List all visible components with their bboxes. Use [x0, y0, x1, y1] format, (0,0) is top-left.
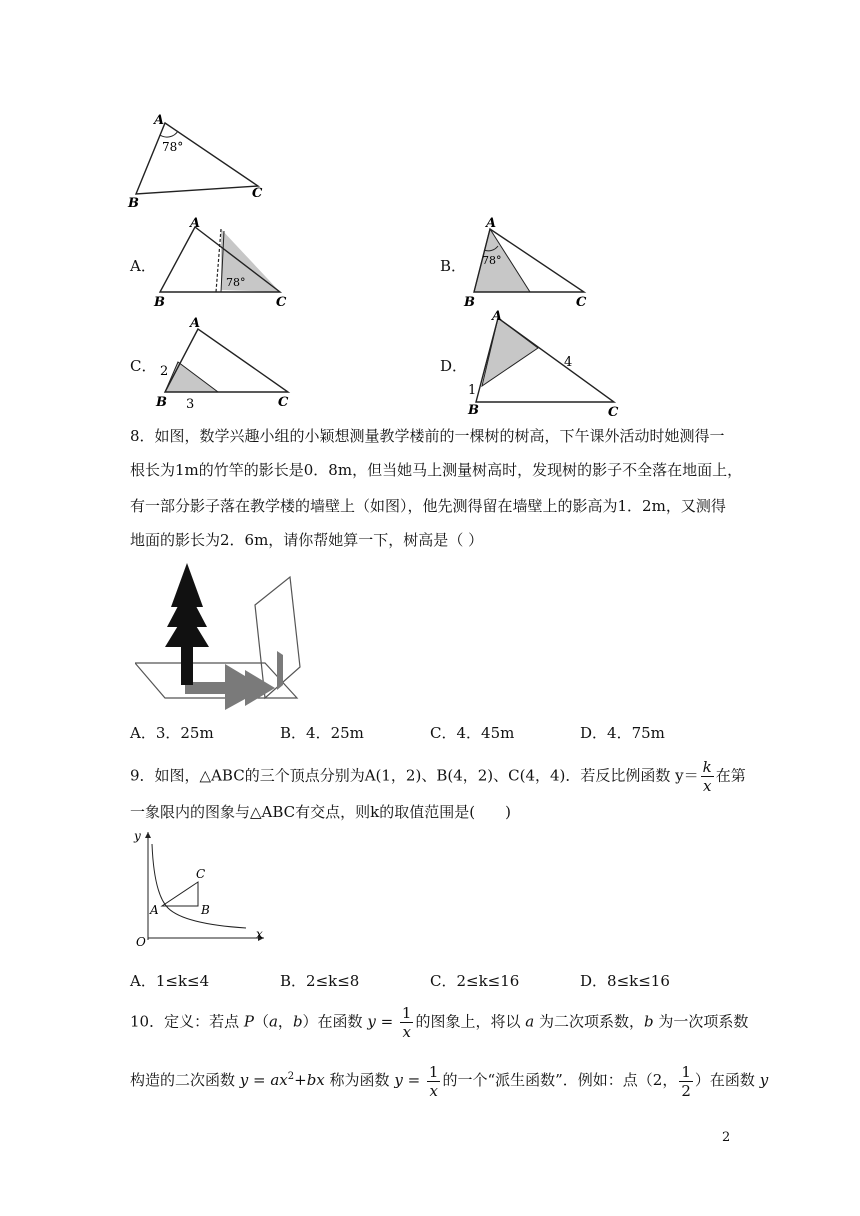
q8-text-line-4: 地面的影长为2．6m，请你帮她算一下，树高是（ ） — [130, 531, 484, 549]
q9-graph-x-label: x — [256, 927, 263, 941]
q7-option-d-figure — [462, 306, 622, 418]
q8-option-c: C．4．45m — [430, 724, 515, 742]
q7-option-c-letter: C． — [130, 357, 157, 375]
q7-option-b-figure — [458, 214, 598, 310]
q9-option-b: B．2≤k≤8 — [280, 972, 360, 990]
q7-main-label-c: C — [252, 186, 263, 201]
q7-opt-d-side-1: 1 — [468, 383, 477, 398]
q7-opt-c-side-3: 3 — [186, 397, 195, 412]
q7-opt-c-label-b: B — [156, 395, 167, 410]
q7-opt-a-label-a: A — [190, 216, 201, 231]
q7-option-a-letter: A． — [130, 257, 156, 275]
q8-text-line-2: 根长为1m的竹竿的影长是0．8m，但当她马上测量树高时，发现树的影子不全落在地面上， — [130, 461, 743, 479]
q7-main-label-b: B — [128, 196, 139, 208]
q9-graph-b-label: B — [201, 903, 210, 917]
q9-option-d: D．8≤k≤16 — [580, 972, 670, 990]
q7-opt-d-label-b: B — [468, 403, 479, 418]
q7-opt-d-side-4: 4 — [564, 355, 573, 370]
q7-main-triangle-figure — [120, 108, 270, 208]
q7-option-a-figure — [150, 214, 290, 310]
q8-text-line-3: 有一部分影子落在教学楼的墙壁上（如图），他先测得留在墙壁上的影高为1．2m，又测得 — [130, 497, 726, 515]
q9-graph-y-label: y — [134, 829, 141, 843]
q9-text-line-2: 一象限内的图象与△ABC有交点，则k的取值范围是( ) — [130, 803, 511, 821]
q9-line-1-pre: 9．如图，△ABC的三个顶点分别为A(1，2)、B(4，2)、C(4，4)．若反比例函数 y＝ — [130, 766, 699, 785]
q9-hyperbola-graph — [128, 828, 268, 950]
q7-option-d-letter: D． — [440, 357, 468, 375]
q8-text-line-1: 8．如图，数学兴趣小组的小颖想测量教学楼前的一棵树的树高，下午课外活动时她测得一 — [130, 427, 725, 445]
q7-opt-b-label-a: A — [486, 216, 497, 231]
q7-opt-c-label-a: A — [190, 316, 201, 331]
q7-opt-d-label-c: C — [608, 405, 619, 418]
q9-option-a: A．1≤k≤4 — [130, 972, 210, 990]
q7-main-label-a: A — [154, 113, 165, 128]
q7-opt-b-label-b: B — [464, 295, 475, 310]
q9-option-c: C．2≤k≤16 — [430, 972, 520, 990]
q9-line-1-post: 在第 — [715, 766, 746, 785]
q7-opt-c-side-2: 2 — [160, 364, 169, 379]
q10-one-over-x-fraction-2: $\frac{1}{x}$ — [428, 1062, 439, 1100]
q7-opt-b-label-c: C — [576, 295, 587, 310]
q9-graph-origin-label: O — [136, 935, 146, 949]
q8-tree-shadow-figure — [135, 555, 310, 715]
q9-graph-a-label: A — [150, 903, 159, 917]
q7-option-b-letter: B． — [440, 257, 467, 275]
q10-text-line-2: 构造的二次函数 $y = ax^2+bx$ 称为函数 y = $\frac{1}{x}$ 的一个“派生函数”．例如：点（2， $\frac{1}{2}$ ）在函数 y — [130, 1062, 769, 1100]
q7-opt-d-label-a: A — [492, 309, 503, 324]
q7-option-c-figure — [150, 314, 300, 414]
q9-k-over-x-fraction: $\frac{k}{x}$ — [702, 758, 712, 795]
q7-opt-a-angle: 78° — [226, 276, 246, 289]
q10-one-half-fraction: $\frac{1}{2}$ — [681, 1062, 691, 1100]
q9-text-line-1 — [130, 758, 746, 795]
q8-option-d: D．4．75m — [580, 724, 665, 742]
q9-graph-c-label: C — [196, 867, 206, 881]
q8-option-a: A．3．25m — [130, 724, 214, 742]
q10-text-line-1: 10．定义：若点 P（a，b）在函数 y = $\frac{1}{x}$ 的图象上，将以 a 为二次项系数，b 为一次项系数 — [130, 1004, 749, 1041]
q7-opt-a-label-b: B — [154, 295, 165, 310]
page-number: 2 — [722, 1130, 731, 1145]
q10-one-over-x-fraction-1: $\frac{1}{x}$ — [401, 1004, 412, 1041]
q7-opt-a-label-c: C — [276, 295, 287, 310]
q8-option-b: B．4．25m — [280, 724, 364, 742]
q7-opt-b-angle: 78° — [482, 254, 502, 267]
q7-opt-c-label-c: C — [278, 395, 289, 410]
q7-main-angle: 78° — [162, 140, 184, 154]
